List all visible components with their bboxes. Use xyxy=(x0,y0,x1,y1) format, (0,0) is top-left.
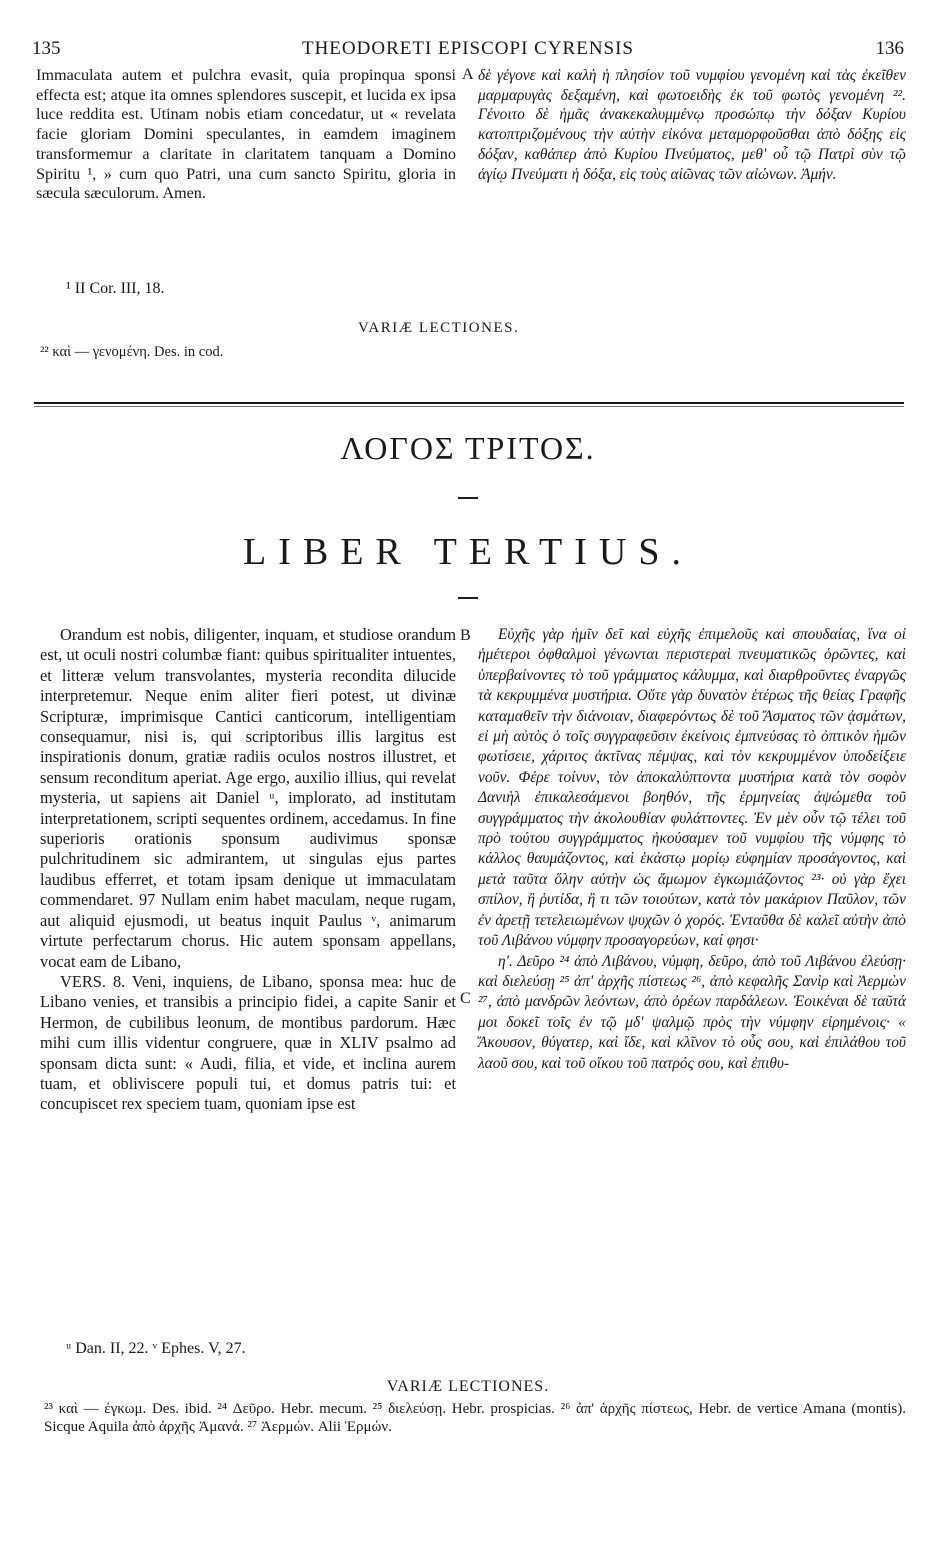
greek-verse-paragraph: η'. Δεῦρο ²⁴ ἀπὸ Λιβάνου, νύμφη, δεῦρο, ἀπὸ τοῦ Λιβάνου ἐλεύσῃ· καὶ διελεύσῃ ²⁵ ἀπ' ἀρχῆς πίστεως ²⁶, ἀπὸ κεφαλῆς Σανὶρ καὶ Ἀερμὼν ²⁷, ἀπὸ μανδρῶν λεόντων, ἀπὸ ὀρέων παρδάλεων. Ἐοικέναι δὲ ταῦτά μοι δοκεῖ τοῖς ἐν τῷ μδ' ψαλμῷ πρὸς τὴν νύμφην εἰρημένοις· « Ἄκουσον, θύγατερ, καὶ ἴδε, καὶ κλῖνον τὸ οὖς σου, καὶ ἐπιλάθου τοῦ λαοῦ σου, καὶ τοῦ οἴκου τοῦ πατρός σου, καὶ ἐπιθυ- xyxy=(478,952,906,1072)
variae-lectiones-notes-bottom: ²³ καὶ — ἐγκωμ. Des. ibid. ²⁴ Δεῦρο. Hebr. mecum. ²⁵ διελεύσῃ. Hebr. prospicias. ²⁶ ἀπ' ἀρχῆς πίστεως, Hebr. de vertice Amana (montis). Sicque Aquila ἀπὸ ἀρχῆς Ἀμανά. ²⁷ Ἀερμών. Alii Ἑρμών. xyxy=(44,1401,906,1435)
greek-paragraph: δὲ γέγονε καὶ καλὴ ἡ πλησίον τοῦ νυμφίου γενομένη καὶ τὰς ἐκεῖθεν μαρμαρυγὰς δεξαμένη, καὶ φωτοειδὴς ἐκ τοῦ φωτὸς γενομένη ²². Γένοιτο δὲ ἡμᾶς ἀνακεκαλυμμένῳ προσώπῳ τὴν δόξαν Κυρίου κατοπτριζομένους τὴν αὐτὴν εἰκόνα μεταμορφοῦσθαι ἀπὸ δόξης εἰς δόξαν, καθάπερ ἀπὸ Κυρίου Πνεύματος, μεθ' οὗ τῷ Πατρὶ σὺν τῷ ἁγίῳ Πνεύματι ἡ δόξα, εἰς τοὺς αἰῶνας τῶν αἰώνων. Ἀμήν. xyxy=(478,67,906,183)
latin-column-top xyxy=(36,66,456,204)
margin-marker-b: B xyxy=(460,627,471,644)
latin-book-title: LIBER TERTIUS. xyxy=(242,531,693,573)
footnote-body: ᵘ Dan. II, 22. ᵛ Ephes. V, 27. xyxy=(66,1340,246,1357)
running-header xyxy=(32,38,904,64)
variae-lectiones-note: ²² καὶ — γενομένη. Des. in cod. xyxy=(40,344,224,360)
latin-column-body xyxy=(40,625,456,1115)
latin-paragraph: Immaculata autem et pulchra evasit, quia propinqua sponsi effecta est; atque ita omnes splendores suscepit, et lucida ex ipsa luce reddita est. Utinam nobis etiam concedatur, ut « revelata facie gloriam Domini speculantes, in eamdem imaginem transformemur a claritate in claritatem tanquam a Domino Spiritu ¹, » cum quo Patri, una cum sancto Spiritu, gloria in sæcula sæculorum. Amen. xyxy=(36,66,456,203)
greek-body-paragraph: Εὐχῆς γὰρ ἡμῖν δεῖ καὶ εὐχῆς ἐπιμελοῦς καὶ σπουδαίας, ἵνα οἱ ἡμέτεροι ὀφθαλμοὶ γένωνται περιστεραὶ πνευματικῶς ὁρῶντες, καὶ ὑπερβαίνοντες τὸ τοῦ γράμματος κάλυμμα, καὶ διαρθροῦντες ἐναργῶς τὰ κεκρυμμένα μυστήρια. Οὔτε γὰρ δυνατὸν ἑτέρως τῆς θείας Γραφῆς καταμαθεῖν τὴν διάνοιαν, διαφερόντως δὲ τοῦ Ἄσματος τῶν ᾀσμάτων, εἰ μὴ αὐτὸς ὁ τοῖς συγγραφεῦσιν ἐκείνοις ἐμπνεύσας τὸ ὀπτικὸν ἡμῶν φωτίσειε, χάριτος ἀκτῖνας πέμψας, καὶ τὸν κεκρυμμένον ὑποδείξειε νοῦν. Φέρε τοίνυν, τὸν ἀποκαλύπτοντα μυστήρια κατὰ τὸν σοφὸν Δανιὴλ ἐπικαλεσάμενοι βοηθόν, τῆς ἑρμηνείας ἀψώμεθα τοῦ συγγράμματος τὴν ἀκολουθίαν φυλάττοντες. Ἐν μὲν οὖν τῷ τέλει τοῦ πρὸ τούτου συγγράμματος ἠκούσαμεν τοῦ νυμφίου τῆς νύμφης τὸ κάλλος θαυμάζοντος, καὶ ἑκάστῳ μορίῳ εὐφημίαν προσάγοντος, καὶ μετὰ ταῦτα ὅλην αὐτὴν ὡς ἄμωμον ἐγκωμιάζοντος ²³· οὐ γὰρ ἔχει σπίλον, ἢ ῥυτίδα, ἢ τι τῶν τοιούτων, κατὰ τὸν μακάριον Παῦλον, τῶν ἐν ἀρετῇ τετελειωμένων ψυχῶν ὁ χορός. Ἐνταῦθα δὲ καλεῖ αὐτὴν ἀπὸ τοῦ Λιβάνου νύμφην προσαγορεύων, καί φησι· xyxy=(478,626,906,950)
variae-lectiones-title-bottom: VARIÆ LECTIONES. xyxy=(386,1378,550,1395)
greek-column-top xyxy=(478,66,906,184)
latin-body-paragraph: Orandum est nobis, diligenter, inquam, et studiose orandum est, ut oculi nostri columbæ fiant: quibus spiritualiter intuentes, et litteræ velum transvolantes, mysteria recondita dilucide interpretemur. Neque enim aliter fieri potest, ut divinæ Scripturæ, imprimisque Cantici canticorum, intelligentiam consequamur, nisi is, qui scriptoribus illis largitus est inspirationis donum, gratiæ radiis oculos nostros illustret, et sensum reconditum aperiat. Age ergo, auxilio illius, qui revelat mysteria, ut sapiens ait Daniel ᵘ, implorato, ad institutam interpretationem, scripti sequentes ordinem, accedamus. In fine superioris orationis sponsum audivimus sponsæ pulchritudinem sic admirantem, ut singulas ejus partes laudibus efferret, et totam ipsam denique ut immaculatam commendaret. 97 Nullam enim habet maculam, neque rugam, aut aliquid ejusmodi, ut beatus inquit Paulus ᵛ, animarum virtute perfectarum chorus. Hic autem sponsam appellans, vocat eam de Libano, xyxy=(40,625,456,971)
section-divider xyxy=(34,402,904,404)
running-title: THEODORETI EPISCOPI CYRENSIS xyxy=(301,38,635,59)
footnote-top: ¹ II Cor. III, 18. xyxy=(66,280,165,297)
section-divider-thin xyxy=(34,406,904,407)
page-number-right: 136 xyxy=(875,38,904,59)
page-number-left: 135 xyxy=(32,38,61,59)
margin-marker-a: A xyxy=(462,66,474,83)
title-dash xyxy=(458,597,478,599)
greek-book-title: ΛΟΓΟΣ ΤΡΙΤΟΣ. xyxy=(340,430,596,466)
margin-marker-c: C xyxy=(460,990,471,1007)
latin-verse-paragraph: VERS. 8. Veni, inquiens, de Libano, sponsa mea: huc de Libano venies, et transibis a principio fidei, a capite Sanir et Hermon, de cubilibus leonum, de montibus pardorum. Hæc mihi cum illis videntur congruere, quæ in XLIV psalmo ad sponsam dicta sunt: « Audi, filia, et vide, et inclina aurem tuam, et obliviscere populi tui, et domus patris tui: et concupiscet rex speciem tuam, quoniam ipse est xyxy=(40,971,456,1114)
variae-lectiones-title: VARIÆ LECTIONES. xyxy=(358,320,520,336)
title-dash xyxy=(458,497,478,499)
greek-column-body xyxy=(478,625,906,1074)
